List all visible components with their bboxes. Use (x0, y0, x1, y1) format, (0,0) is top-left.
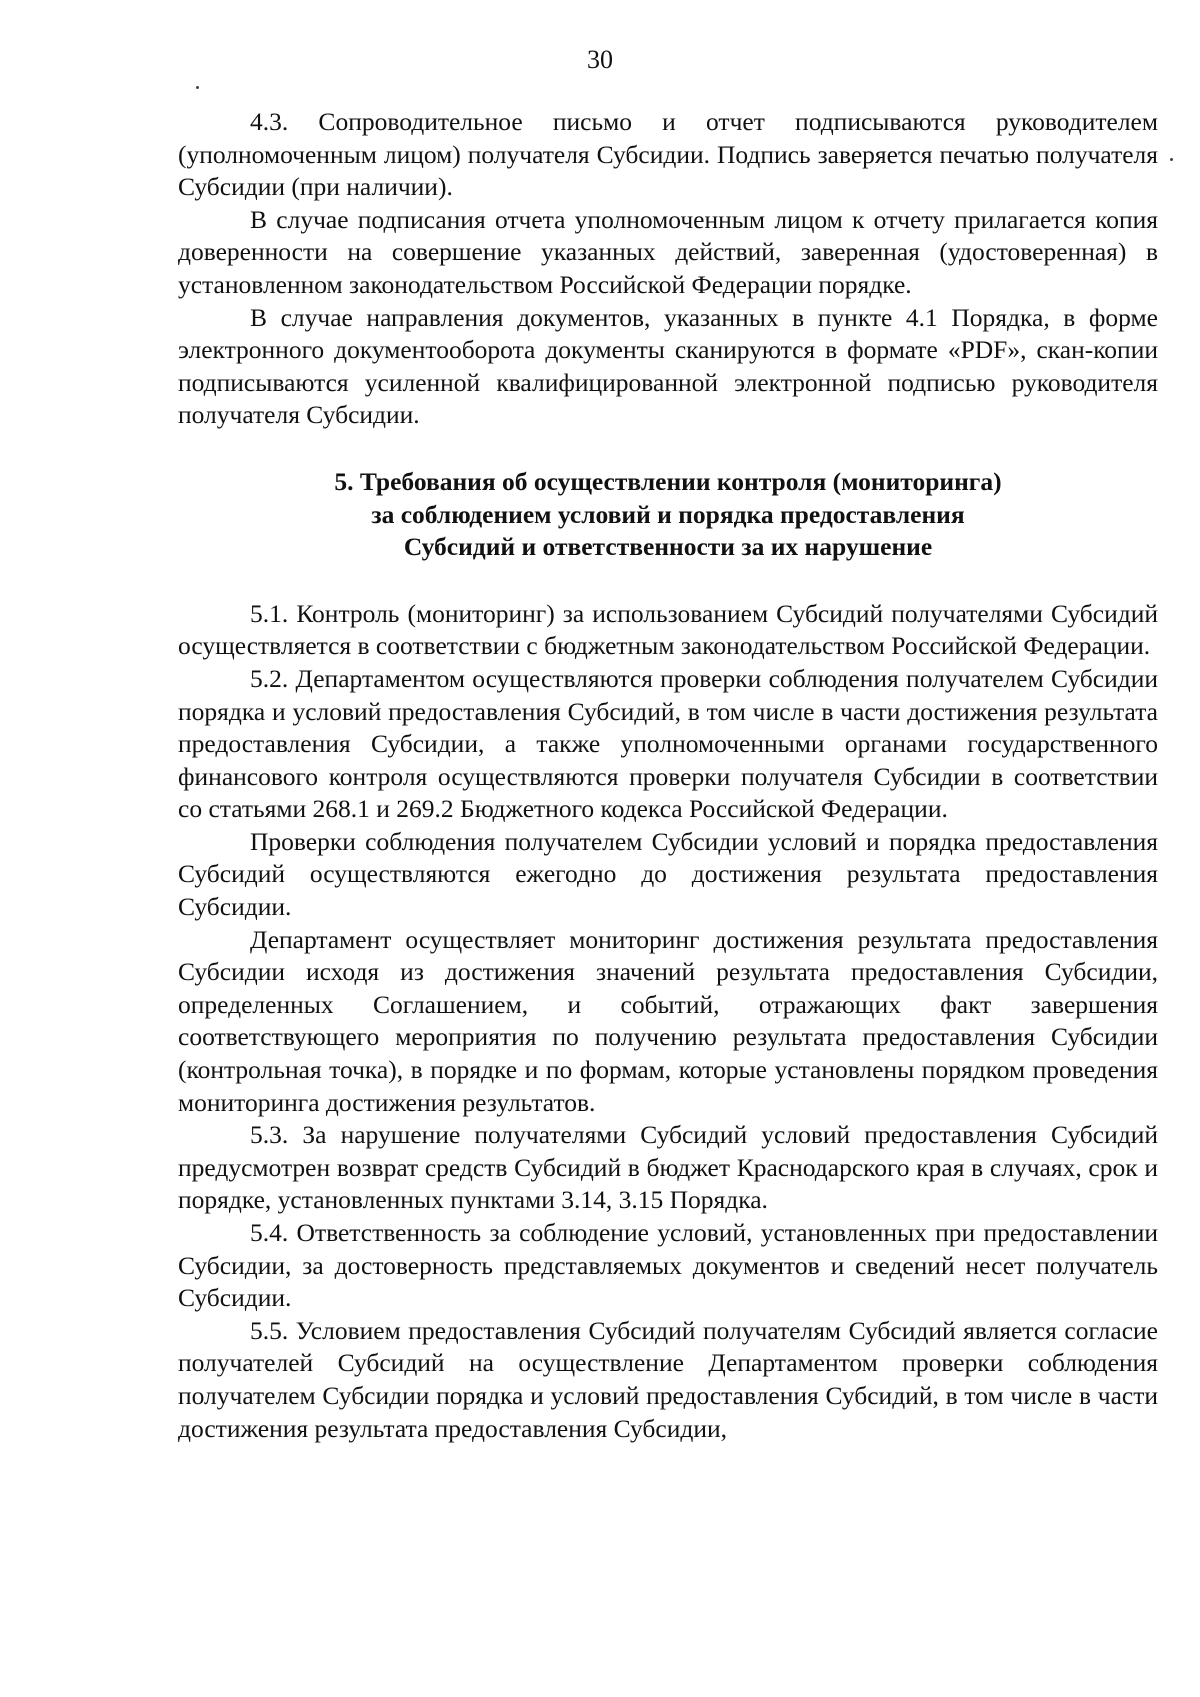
section-5-heading-line: 5. Требования об осуществлении контроля (мониторинга) (334, 466, 1002, 496)
paragraph-5-1: 5.1. Контроль (мониторинг) за использованием Субсидий получателями Субсидий осуществляется в соответствии с бюджетным законодательством Российской Федерации. (178, 598, 1158, 661)
section-5-heading-line: Субсидий и ответственности за их нарушение (403, 532, 933, 562)
paragraph-5-2-inspections: Проверки соблюдения получателем Субсидии условий и порядка предоставления Субсидий осуществляются ежегодно до достижения результата предоставления Субсидии. (178, 826, 1158, 922)
paragraph-4-3-electronic: В случае направления документов, указанных в пункте 4.1 Порядка, в форме электронного документооборота документы сканируются в формате «PDF», скан-копии подписываются усиленной квалифицированной электронной подписью руководителя получателя Субсидии. (178, 302, 1158, 430)
paragraph-5-2: 5.2. Департаментом осуществляются проверки соблюдения получателем Субсидии порядка и условий предоставления Субсидий, в том числе в части достижения результата предоставления Субсидии, а также уполномоченными органами государственного финансового контроля осуществляются проверки получателя Субсидии в соответствии со статьями 268.1 и 269.2 Бюджетного кодекса Российской Федерации. (178, 663, 1158, 824)
page-number: 30 (587, 45, 613, 74)
section-5-heading (178, 466, 1158, 564)
scan-speck (196, 86, 199, 89)
paragraph-4-3: 4.3. Сопроводительное письмо и отчет подписываются руководителем (уполномоченным лицом) получателя Субсидии. Подпись заверяется печатью получателя Субсидии (при наличии). (178, 107, 1158, 202)
paragraph-5-3: 5.3. За нарушение получателями Субсидий условий предоставления Субсидий предусмотрен возврат средств Субсидий в бюджет Краснодарского края в случаях, срок и порядке, установленных пунктами 3.14, 3.15 Порядка. (178, 1120, 1158, 1215)
document-body (178, 106, 1158, 1445)
section-5-heading-line: за соблюдением условий и порядка предоставления (371, 499, 965, 529)
paragraph-5-5: 5.5. Условием предоставления Субсидий получателям Субсидий является согласие получателей Субсидий на осуществление Департаментом проверки соблюдения получателем Субсидии порядка и условий предоставления Субсидий, в том числе в части достижения результата предоставления Субсидии, (178, 1315, 1158, 1443)
paragraph-4-3-power-of-attorney: В случае подписания отчета уполномоченным лицом к отчету прилагается копия доверенности на совершение указанных действий, заверенная (удостоверенная) в установленном законодательством Российской Федерации порядке. (178, 204, 1158, 299)
paragraph-5-4: 5.4. Ответственность за соблюдение условий, установленных при предоставлении Субсидии, за достоверность представляемых документов и сведений несет получатель Субсидии. (178, 1218, 1158, 1313)
paragraph-5-2-monitoring: Департамент осуществляет мониторинг достижения результата предоставления Субсидии исходя из достижения значений результата предоставления Субсидии, определенных Соглашением, и событий, отражающих факт завершения соответствующего мероприятия по получению результата предоставления Субсидии (контрольная точка), в порядке и по формам, которые установлены порядком проведения мониторинга достижения результатов. (178, 924, 1158, 1117)
scan-speck (1170, 158, 1173, 161)
